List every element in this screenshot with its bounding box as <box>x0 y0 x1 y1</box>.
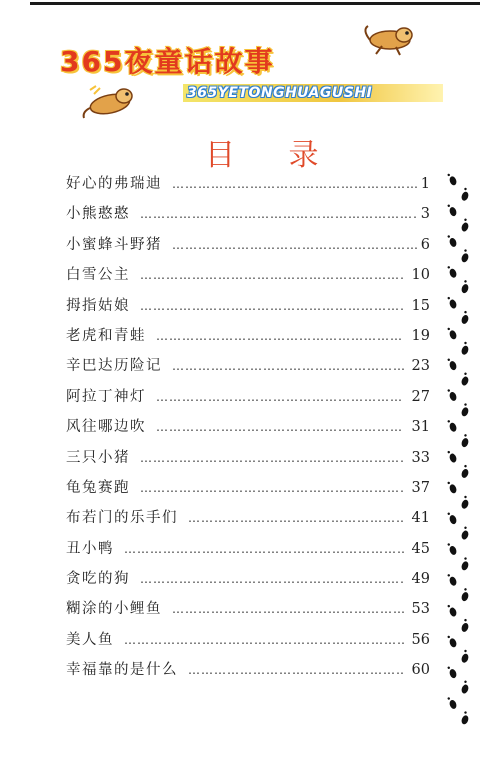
toc-entry-title: 幸福靠的是什么 <box>66 662 178 679</box>
footprint-icon <box>447 572 457 586</box>
toc-entry-page: 49 <box>411 571 430 588</box>
toc-dot-leader <box>156 329 404 343</box>
toc-entry-title: 白雪公主 <box>66 267 130 284</box>
toc-entry-title: 好心的弗瑞迪 <box>66 176 162 192</box>
toc-entry-title: 贪吃的狗 <box>66 571 130 588</box>
footprint-icon <box>460 311 470 325</box>
footprint-icon <box>447 234 457 248</box>
toc-entry <box>66 172 430 202</box>
toc-entry-title: 辛巴达历险记 <box>66 358 162 375</box>
toc-heading: 目 录 <box>205 138 341 173</box>
toc-entry-title: 丑小鸭 <box>66 540 114 557</box>
toc-entry-page: 41 <box>411 510 430 527</box>
toc-dot-leader <box>172 177 417 191</box>
toc-entry-title: 布若门的乐手们 <box>66 510 178 527</box>
footprint-icon <box>460 465 470 479</box>
footprint-icon <box>447 511 457 525</box>
toc-entry-title: 小蜜蜂斗野猪 <box>66 236 162 253</box>
toc-entry-page: 19 <box>411 327 430 344</box>
footprint-icon <box>447 665 457 679</box>
toc-entry-page: 45 <box>411 540 430 557</box>
toc-entry-title: 三只小猪 <box>66 449 130 466</box>
toc-entry-page: 27 <box>411 388 430 405</box>
toc-dot-leader <box>140 481 404 495</box>
toc-dot-leader <box>124 633 404 647</box>
toc-entry <box>66 202 430 232</box>
toc-entry <box>66 476 430 506</box>
toc-entry <box>66 506 430 536</box>
toc-entry-title: 拇指姑娘 <box>66 297 130 314</box>
toc-entry-page: 31 <box>411 419 430 436</box>
toc-entry-page: 56 <box>411 631 430 648</box>
footprint-icon <box>447 449 457 463</box>
toc-dot-leader <box>140 299 404 313</box>
footprint-icon <box>447 203 457 217</box>
toc-entry-title: 老虎和青蛙 <box>66 327 146 344</box>
toc-entry-page: 37 <box>411 479 430 496</box>
footprint-icon <box>460 649 470 663</box>
footprint-icon <box>460 249 470 263</box>
toc-dot-leader <box>124 542 404 556</box>
toc-entry <box>66 567 430 597</box>
footprint-icon <box>460 218 470 232</box>
footprint-icon <box>447 634 457 648</box>
footprint-icon <box>447 295 457 309</box>
toc-entry <box>66 233 430 263</box>
footprint-icon <box>447 480 457 494</box>
toc-entry-page: 1 <box>420 176 430 192</box>
toc-entry <box>66 385 430 415</box>
toc-entry-page: 23 <box>411 358 430 375</box>
footprint-icon <box>447 418 457 432</box>
footprint-icon <box>447 357 457 371</box>
toc-entry <box>66 658 430 688</box>
toc-entry <box>66 294 430 324</box>
footprint-icon <box>460 341 470 355</box>
footprint-icon <box>460 403 470 417</box>
toc-dot-leader <box>156 390 404 404</box>
toc-dot-leader <box>140 451 404 465</box>
flying-squirrel-icon <box>80 82 140 122</box>
book-subtitle: 365YETONGHUAGUSHI <box>183 84 443 102</box>
footprint-icon <box>447 264 457 278</box>
toc-list <box>66 172 430 689</box>
footprint-icon <box>460 680 470 694</box>
toc-entry <box>66 324 430 354</box>
footprint-icon <box>460 187 470 201</box>
footprint-icon <box>460 495 470 509</box>
toc-dot-leader <box>140 268 404 282</box>
toc-entry-title: 龟兔赛跑 <box>66 479 130 496</box>
toc-entry-title: 小熊憨憨 <box>66 206 130 223</box>
footprint-icon <box>447 542 457 556</box>
toc-entry <box>66 628 430 658</box>
footprint-icon <box>460 526 470 540</box>
footprint-icon <box>460 280 470 294</box>
toc-entry-title: 风往哪边吹 <box>66 419 146 436</box>
footprint-trail <box>444 172 478 732</box>
footprint-icon <box>460 557 470 571</box>
toc-entry <box>66 597 430 627</box>
footprint-icon <box>460 372 470 386</box>
toc-entry-page: 60 <box>411 662 430 679</box>
toc-entry <box>66 537 430 567</box>
footprint-icon <box>447 326 457 340</box>
flying-squirrel-icon <box>362 22 418 58</box>
toc-entry <box>66 446 430 476</box>
toc-entry-page: 53 <box>411 601 430 618</box>
footprint-icon <box>460 434 470 448</box>
footprint-icon <box>447 172 457 186</box>
toc-entry-page: 33 <box>411 449 430 466</box>
toc-dot-leader <box>156 420 404 434</box>
toc-entry <box>66 415 430 445</box>
top-rule <box>30 2 480 5</box>
toc-entry-title: 美人鱼 <box>66 631 114 648</box>
toc-dot-leader <box>172 359 404 373</box>
toc-entry-title: 糊涂的小鲤鱼 <box>66 601 162 618</box>
book-title: 365夜童话故事 <box>60 45 275 78</box>
toc-dot-leader <box>140 207 417 221</box>
toc-dot-leader <box>172 602 404 616</box>
toc-dot-leader <box>172 238 417 252</box>
toc-entry-page: 6 <box>420 236 430 253</box>
footprint-icon <box>447 603 457 617</box>
footprint-icon <box>447 388 457 402</box>
toc-entry <box>66 354 430 384</box>
toc-entry-page: 15 <box>411 297 430 314</box>
toc-dot-leader <box>188 511 404 525</box>
toc-dot-leader <box>188 663 404 677</box>
toc-entry-page: 3 <box>420 206 430 223</box>
footprint-icon <box>447 696 457 710</box>
footprint-icon <box>460 711 470 725</box>
toc-entry-title: 阿拉丁神灯 <box>66 388 146 405</box>
toc-dot-leader <box>140 572 404 586</box>
toc-entry <box>66 263 430 293</box>
toc-entry-page: 10 <box>411 267 430 284</box>
footprint-icon <box>460 619 470 633</box>
footprint-icon <box>460 588 470 602</box>
